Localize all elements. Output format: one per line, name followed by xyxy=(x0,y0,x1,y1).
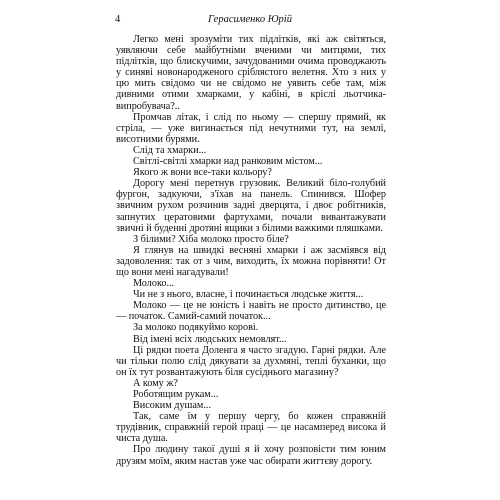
paragraph: Роботящим рукам... xyxy=(133,389,219,400)
page-number: 4 xyxy=(115,14,121,25)
paragraph: Так, саме їм у першу чергу, бо кожен справжній трудівник, справжній герой праці — це насамперед висока й чиста душа. xyxy=(116,411,386,445)
paragraph: Чи не з нього, власне, і починається людське життя... xyxy=(133,289,364,301)
paragraph: Легко мені зрозуміти тих підлітків, які аж світяться, уявляючи себе майбутніми вченими чи митцями, тих підлітків, що блискучими, зачудованими очима проводжають у синяві новонародженого сріблястого велетня. Хто з них у цю мить свідомо чи не свідомо не уявить себе там, між дивними отими хмарками, у кабіні, в кріслі льотчика-випробувача?.. xyxy=(116,34,386,112)
paragraph: Промчав літак, і слід по ньому — спершу прямий, як стріла, — уже вигинається під нечутними тут, на землі, висотними бурями. xyxy=(116,111,386,145)
paragraph: Ці рядки поета Доленга я часто згадую. Гарні рядки. Але чи тільки полю слід дякувати за духмяні, теплі буханки, що он їх тут розвантажують біля сусіднього магазину? xyxy=(116,344,386,378)
paragraph: Я глянув на швидкі весняні хмарки і аж засміявся від задоволення: так от з чим, виходить, їх можна порівняти! От що вони мені нагадували! xyxy=(116,244,386,278)
paragraph: Світлі-світлі хмарки над ранковим містом... xyxy=(133,156,323,168)
paragraph: Молоко — це не юність і навіть не просто дитинство, це — початок. Самий-самий початок... xyxy=(116,300,386,323)
body-text xyxy=(116,34,386,467)
paragraph: Від імені всіх людських немовлят... xyxy=(133,333,287,345)
paragraph: За молоко подякуймо корові. xyxy=(133,322,259,334)
paragraph: Молоко... xyxy=(133,278,175,290)
paragraph: Якого ж вони все-таки кольору? xyxy=(133,167,272,179)
page-header xyxy=(0,13,500,27)
paragraph: Про людину такої душі я й хочу розповісти тим юним друзям моїм, яким настав уже час обирати життєву дорогу. xyxy=(116,444,386,467)
running-title: Герасименко Юрій xyxy=(208,14,292,25)
paragraph: З білими? Хіба молоко просто біле? xyxy=(133,233,289,245)
paragraph: А кому ж? xyxy=(133,377,178,389)
paragraph: Високим душам... xyxy=(133,400,211,412)
paragraph: Слід та хмарки... xyxy=(133,144,207,156)
paragraph: Дорогу мені перетнув грузовик. Великий біло-голубий фургон, задкуючи, з'їхав на панель. Спинився. Шофер звичним рухом розчинив задні дверцята, і двоє робітників, запнутих цератовими фартухами, почали вивантажувати звичні й буденні дротяні ящики з білими важкими пляшками. xyxy=(116,178,386,234)
